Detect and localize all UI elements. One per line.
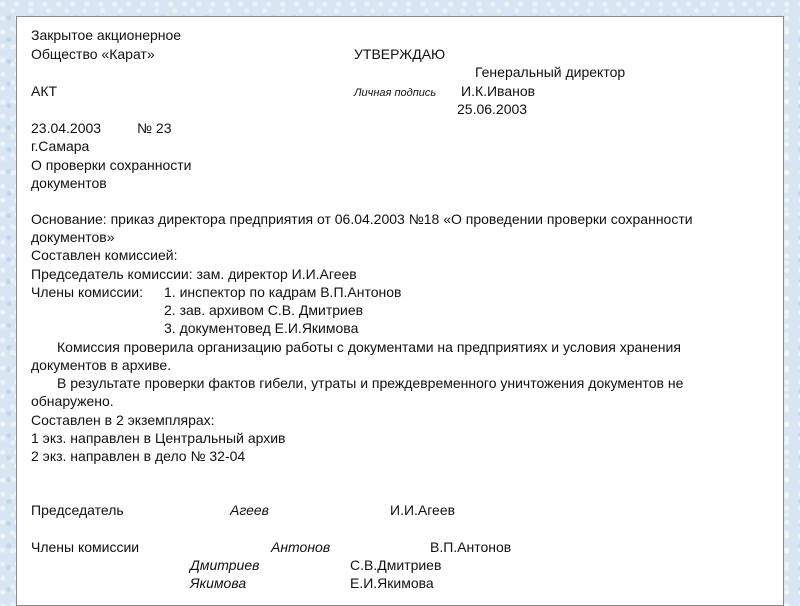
signature-member-sign: Антонов xyxy=(271,539,331,555)
signature-chairman-sign: Агеев xyxy=(230,502,269,518)
doc-subject-line2: документов xyxy=(31,175,107,191)
approve-heading: УТВЕРЖДАЮ xyxy=(354,46,446,62)
copies-title: Составлен в 2 экземплярах: xyxy=(31,412,215,428)
document-sheet xyxy=(16,16,784,606)
signature-member-name: В.П.Антонов xyxy=(430,539,512,555)
paragraph2-line2: обнаружено. xyxy=(31,393,114,409)
basis-line1: Основание: приказ директора предприятия от 06.04.2003 №18 «О проведении проверки сохранности xyxy=(31,211,693,227)
signature-member-name: Е.И.Якимова xyxy=(350,575,434,591)
doc-number: № 23 xyxy=(137,120,172,136)
approve-date: 25.06.2003 xyxy=(457,101,528,117)
signature-member-sign: Дмитриев xyxy=(190,557,260,573)
approve-name: И.К.Иванов xyxy=(461,83,536,99)
signature-chairman-label: Председатель xyxy=(31,502,124,518)
commission-title: Составлен комиссией: xyxy=(31,247,178,263)
doc-city: г.Самара xyxy=(31,138,90,154)
doc-type: АКТ xyxy=(31,83,58,99)
members-label: Члены комиссии: xyxy=(31,284,144,300)
approve-signature-label: Личная подпись xyxy=(354,87,437,99)
member-item: 3. документовед Е.И.Якимова xyxy=(164,320,359,336)
org-name-line2: Общество «Карат» xyxy=(31,46,155,62)
member-item: 1. инспектор по кадрам В.П.Антонов xyxy=(164,284,402,300)
doc-subject-line1: О проверки сохранности xyxy=(31,157,192,173)
paragraph2-line1: В результате проверки фактов гибели, утраты и преждевременного уничтожения документов не xyxy=(57,375,684,391)
chairman-line: Председатель комиссии: зам. директор И.И.Агеев xyxy=(31,266,357,282)
org-name-line1: Закрытое акционерное xyxy=(31,27,182,43)
paragraph1-line2: документов в архиве. xyxy=(31,357,172,373)
signature-member-sign: Якимова xyxy=(190,575,247,591)
copy-line: 2 экз. направлен в дело № 32-04 xyxy=(31,448,246,464)
paragraph1-line1: Комиссия проверила организацию работы с документами на предприятиях и условия хранения xyxy=(57,339,681,355)
doc-date: 23.04.2003 xyxy=(31,120,102,136)
copy-line: 1 экз. направлен в Центральный архив xyxy=(31,430,286,446)
signature-members-label: Члены комиссии xyxy=(31,539,140,555)
signature-member-name: С.В.Дмитриев xyxy=(350,557,442,573)
basis-line2: документов» xyxy=(31,229,115,245)
signature-chairman-name: И.И.Агеев xyxy=(390,502,456,518)
approve-position: Генеральный директор xyxy=(475,64,626,80)
member-item: 2. зав. архивом С.В. Дмитриев xyxy=(164,302,364,318)
